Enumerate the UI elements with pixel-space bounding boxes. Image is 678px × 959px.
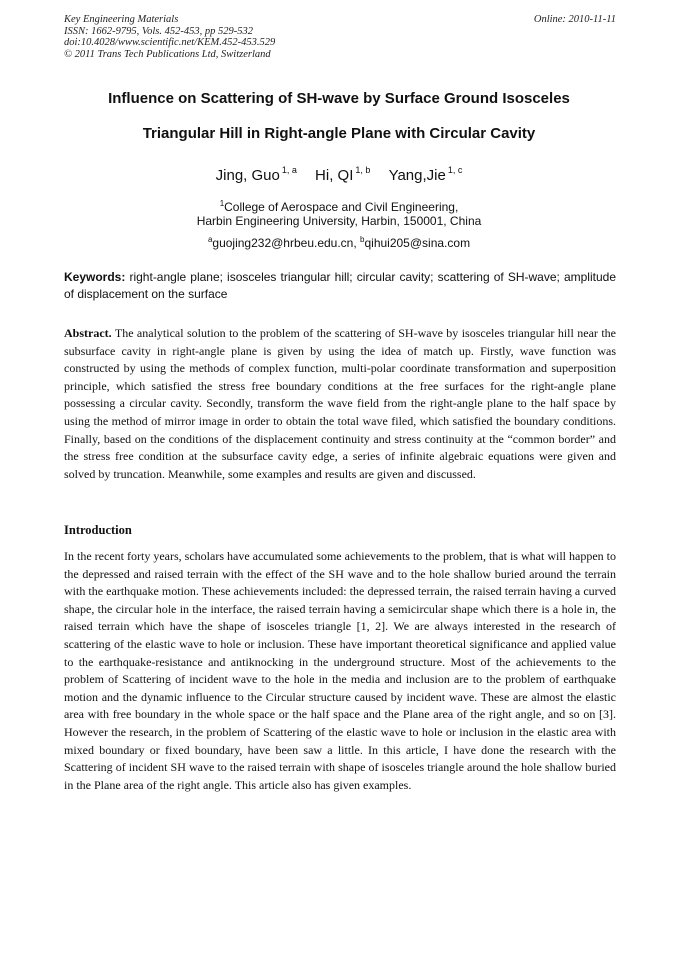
abstract-label: Abstract. <box>64 326 112 340</box>
abstract <box>64 325 616 483</box>
paper-title-line-2: Triangular Hill in Right-angle Plane with Circular Cavity <box>142 125 536 142</box>
affiliation-line-2: Harbin Engineering University, Harbin, 150001, China <box>196 214 482 228</box>
online-date: Online: 2010-11-11 <box>533 14 616 25</box>
email-1: guojing232@hrbeu.edu.cn, <box>212 236 357 250</box>
author-1: Jing, Guo $^{1, a}$ <box>215 165 297 184</box>
keywords <box>64 269 616 303</box>
author-emails: $^a$guojing232@hrbeu.edu.cn, $^b$qihui205@sina.com <box>207 235 471 250</box>
abstract-text: The analytical solution to the problem of the scattering of SH-wave by isosceles triangular hill near the subsurface cavity in right-angle plane is given by using the idea of match up. Firstly, wave function was constructed by using the methods of complex function, multi-polar coordinate transformation and superposition principle, which satisfied the stress free boundary conditions at the free surfaces for the right-angle plane possessing a circular cavity. Secondly, transform the wave field from the right-angle plane to the half space by using the method of mirror image in order to obtain the total wave filed, which satisfied the boundary conditions. Finally, based on the conditions of the displacement continuity and stress continuity at the “common border” and the stress free condition at the subsurface cavity edge, a series of infinite algebraic equations were given and solved by truncation. Meanwhile, some examples and results are given and discussed. <box>64 326 616 481</box>
author-3: Yang,Jie $^{1, c}$ <box>388 165 463 184</box>
journal-header <box>64 14 616 60</box>
keywords-label: Keywords: <box>64 270 126 284</box>
introduction-text: In the recent forty years, scholars have accumulated some achievements to the problem, that is what will happen to the depressed and raised terrain with the effect of the SH wave and to the hole shallow buried around the terrain with the earthquake motion. These achievements included: the depressed terrain, the raised terrain having a curved shape, the circular hole in the interface, the raised terrain having a semicircular shape which there is a hole in, the raised terrain which have the shape of isosceles triangle [1, 2]. We are always interested in the research of scattering of the elastic wave to hole or inclusion. These have important theoretical significance and applied value to the earthquake-resistance and antiknocking in the underground structure. Most of the achievements to the problem of Scattering of incident wave to the hole in the media and inclusion are to the problem of earthquake motion and the dynamic influence to the Circular structure caused by incident wave. These are almost the elastic area with free boundary in the whole space or the half space and the Plane area of the right angle, and so on [3]. However the research, in the problem of Scattering of the elastic wave to hole or inclusion in the elastic area with mixed boundary or fixed boundary, have been saw a little. In this article, I have done the research with the Scattering of incident SH wave to the raised terrain with shape of isosceles triangle around the hole shallow buried in the Plane area of the right angle. This article also has given examples. <box>64 549 616 792</box>
journal-name: Key Engineering Materials <box>64 14 179 25</box>
keywords-text: right-angle plane; isosceles triangular hill; circular cavity; scattering of SH-wave; amplitude of displacement on the surface <box>64 270 616 301</box>
paper-title-line-1: Influence on Scattering of SH-wave by Surface Ground Isosceles <box>108 90 570 107</box>
affiliation-line-1: $^1$College of Aerospace and Civil Engineering, <box>219 199 459 214</box>
author-2: Hi, QI $^{1, b}$ <box>315 165 371 184</box>
doi-line: doi:10.4028/www.scientific.net/KEM.452-453.529 <box>64 37 276 48</box>
issn-line: ISSN: 1662-9795, Vols. 452-453, pp 529-532 <box>64 25 253 37</box>
author-list <box>0 165 678 184</box>
email-2: qihui205@sina.com <box>364 236 471 250</box>
copyright-line: © 2011 Trans Tech Publications Ltd, Switzerland <box>64 48 271 60</box>
section-heading-introduction: Introduction <box>64 523 132 537</box>
